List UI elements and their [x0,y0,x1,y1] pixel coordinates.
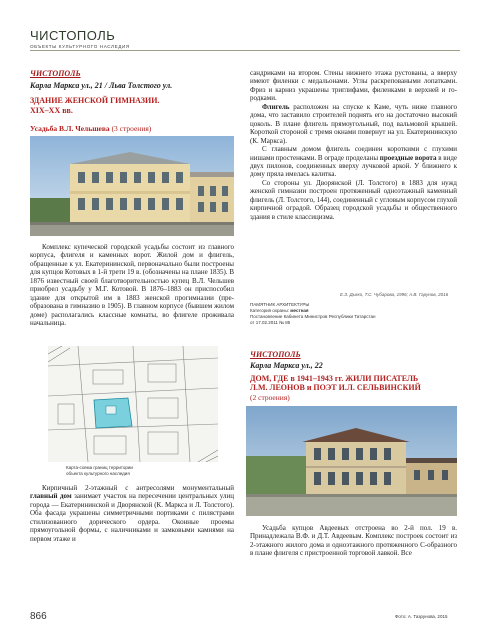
description-paragraph-2 [30,484,234,543]
avdeev-estate-photo-image [246,406,457,516]
paragraph-gate: С главным домом флигель соединен короткими с глухими нишами простенками. В ограде проделаны проездные ворота в виде двух пилонов, соединенных вверху лучковой аркой. У ближнего к дому пряла имелась калитка. [250,145,457,179]
gymnasium-photo [30,136,234,236]
description-paragraph-3 [250,69,457,221]
paragraph-main-house: Кирпичный 2-этажный с антресолями монументальный главный дом занимает участок на пересечении центральных улиц города — Екатерининской и Дворянской (К. Маркса и Л. Толстого). Оба фасада украшены симметричными портиками с пилястрами стилизованного дорического ордера. Оконные проемы прямоугольной формы, с наличниками и замковыми камнями на первом этаже и [30,484,234,543]
estate-line [30,124,151,133]
gymnasium-photo-image [30,136,234,236]
decree-date: от 17.02.2011 № 85 [250,320,291,325]
header-divider [30,50,460,51]
section-subtitle: ОБЪЕКТЫ КУЛЬТУРНОГО НАСЛЕДИЯ [30,44,130,49]
address-2: Карла Маркса ул., 22 [250,361,323,370]
source-citation: Е.З. Дьяко, Т.С. Чубарова, 1996; А.В. Гарунов, 2016 [340,292,449,297]
paragraph-facade: сандриками на втором. Стены нижнего этажа рустованы, а вверху имеют филенки с медальонами. Углы раскреповаными лопатками. Фриз и карниз украшены триглифами, филенками в верхней и городками. [250,69,457,103]
estate-note: (3 строения) [111,124,152,133]
section-title: ЧИСТОПОЛЬ [30,28,116,43]
monument-info [250,302,460,326]
paragraph-wing: Флигель расположен на спуске к Каме, чуть ниже главного дома, что заставило строителей поднять его на достаточно высокий цоколь. В плане флигель прямоугольный, под вальмовой крышей. Короткой стороной с тремя окнами повернут на ул. Екатерининскую (К. Маркса). [250,102,457,145]
main-house-term: главный дом [30,492,72,501]
gate-term: проездные ворота [379,153,437,162]
photo-credit: Фото: А. Тазрунова, 2015 [395,614,448,619]
object-title-2-line-2: Л.М. ЛЕОНОВ и ПОЭТ И.Л. СЕЛЬВИНСКИЙ [250,383,421,392]
city-heading-2: ЧИСТОПОЛЬ [250,350,301,359]
territory-map-image [48,346,218,462]
city-heading-1: ЧИСТОПОЛЬ [30,69,81,78]
page-number: 866 [30,611,47,622]
monument-type: ПАМЯТНИК АРХИТЕКТУРЫ [250,302,310,307]
description-paragraph-4 [250,524,457,558]
object-title-1: ЗДАНИЕ ЖЕНСКОЙ ГИМНАЗИИ. [30,96,160,105]
protection-category: Категория охраны: местная [250,308,309,313]
paragraph-avdeev: Усадьба купцов Авдеевых отстроена во 2-й пол. 19 в. Принадлежала В.Ф. и Д.Т. Авдеевым. Комплекс построек состоит из 2-этажного жилого дома и одноэтажного протяженного С-образного в плане флигеля с пристроенной торговой лавкой. Все [250,524,457,558]
map-caption-line-2: объекта культурного наследия [66,471,130,476]
estate-label: Усадьба В.Л. Чельшева [30,124,110,133]
avdeev-estate-photo [246,406,457,516]
description-paragraph-1 [30,243,234,328]
decree-text: Постановление Кабинета Министров Республики Татарстан [250,314,376,319]
object-note-2: (2 строения) [250,393,290,402]
paragraph-complex: Комплекс купеческой городской усадьбы состоит из главного корпуса, флигеля и каменных ворот. Жилой дом и флигель, обращенные к ул. Екатерининской, первоначально были построены для купцов Котовых в 1-й трети 19 в. (обозначены на плане 1835). В 1876 известный своей благотворительностью купец В.Л. Чельшев приобрел усадьбу у М.Г. Котовой. В 1876–1883 он приспособил здание для открытой им в 1883 женской прогимназии (преобразована в гимназию в 1905). В главном корпусе (бывшем жилом доме) располагались классные комнаты, во флигеле проживала начальница. [30,243,234,328]
wing-term: Флигель [262,102,290,111]
paragraph-side-wing: Со стороны ул. Дворянской (Л. Толстого) в 1883 для нужд женской гимназии построен протяженный одноэтажный каменный флигель (Л. Толстого, 144), соединенный с угловым корпусом глухой кирпичной оградой. Образец городской усадьбы и общественного здания в стиле классицизма. [250,178,457,221]
map-caption-line-1: Карта-схема границ территории [66,465,133,470]
territory-map [48,346,218,462]
object-title-2-line-1: ДОМ, ГДЕ в 1941–1943 гг. ЖИЛИ ПИСАТЕЛЬ [250,374,419,383]
address-1: Карла Маркса ул., 21 / Льва Толстого ул. [30,81,173,90]
object-period-1: XIX–XX вв. [30,106,73,115]
